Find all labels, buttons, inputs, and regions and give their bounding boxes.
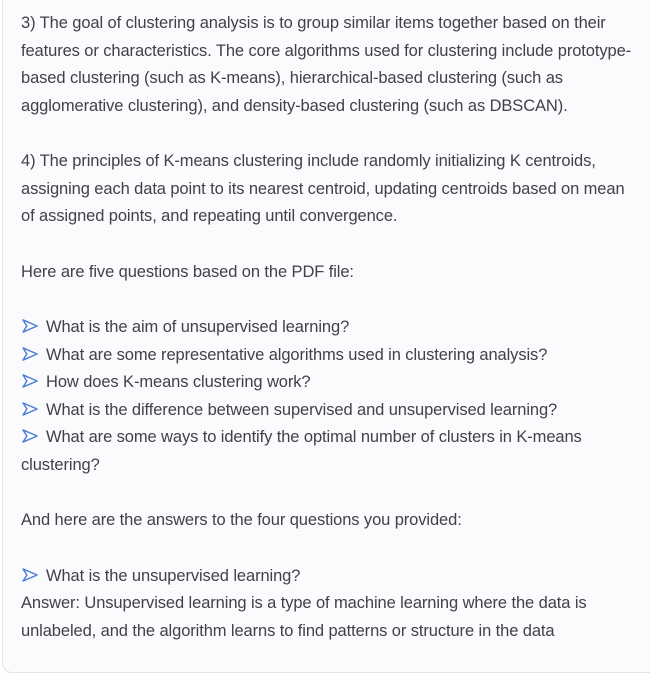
send-arrow-icon [21,318,39,334]
message-content [21,10,635,645]
send-arrow-icon [21,373,39,389]
question-text: What are some ways to identify the optimal number of clusters in K-means clustering? [21,428,582,474]
question-text: What is the aim of unsupervised learning? [46,318,350,336]
answer-text: Answer: Unsupervised learning is a type of machine learning where the data is unlabeled, and the algorithm learns to find patterns or structure in the data [21,594,587,640]
send-arrow-icon [21,401,39,417]
answered-question[interactable] [21,563,635,591]
assistant-message-card [2,0,650,673]
question-item[interactable] [21,397,635,425]
question-item[interactable] [21,342,635,370]
question-list [21,314,635,479]
answer-block [21,563,635,646]
question-text: What is the unsupervised learning? [46,566,301,585]
paragraph-kmeans-principles: 4) The principles of K-means clustering include randomly initializing K centroids, assigning each data point to its nearest centroid, updating centroids based on mean of assigned points, and repeating until convergence. [21,152,625,225]
question-item[interactable] [21,369,635,397]
send-arrow-icon [21,428,39,444]
questions-intro: Here are five questions based on the PDF file: [21,262,354,281]
question-text: What are some representative algorithms used in clustering analysis? [46,345,548,364]
question-item[interactable] [21,424,635,479]
send-arrow-icon [21,346,39,362]
question-text: How does K-means clustering work? [46,373,311,391]
question-text: What is the difference between supervised and unsupervised learning? [46,400,558,419]
paragraph-clustering-goal: 3) The goal of clustering analysis is to group similar items together based on their features or characteristics. The core algorithms used for clustering include prototype-based clustering (such as K-means), hierarchical-based clustering (such as agglomerative clustering), and density-based clustering (such as DBSCAN). [21,14,632,115]
question-item[interactable] [21,314,635,342]
send-arrow-icon [21,567,39,583]
answers-intro: And here are the answers to the four questions you provided: [21,511,462,529]
